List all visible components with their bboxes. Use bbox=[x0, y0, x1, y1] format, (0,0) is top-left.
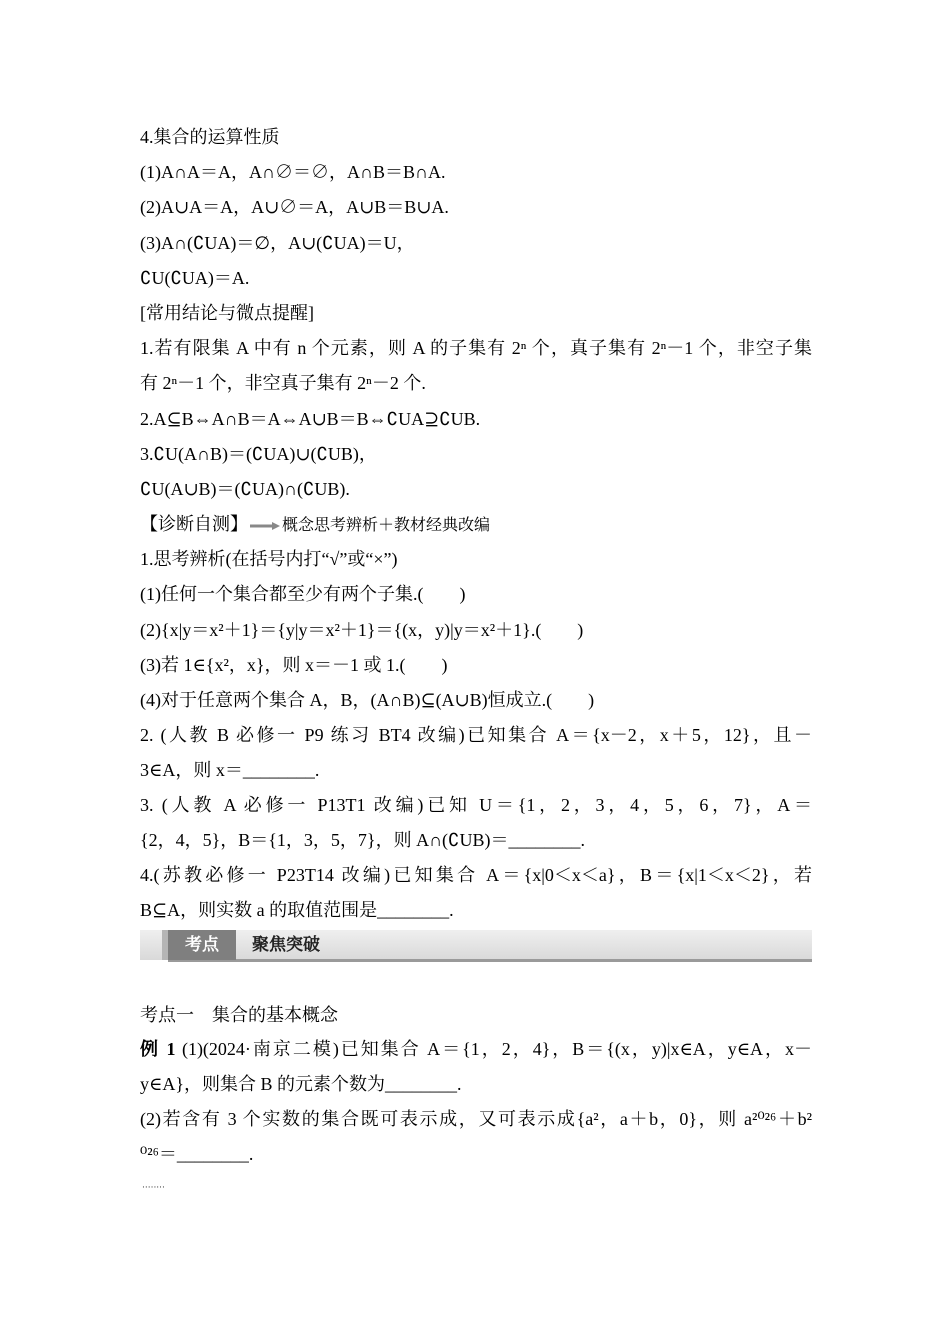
text-line: y∈A}，则集合 B 的元素个数为________. bbox=[140, 1074, 462, 1094]
text-line: 4.(苏教必修一 P23T14 改编)已知集合 A＝{x|0＜x＜a}，B＝{x|1＜x＜2}，若 bbox=[140, 865, 812, 885]
text-line: (4)对于任意两个集合 A，B，(A∩B)⊆(A∪B)恒成立.( ) bbox=[140, 690, 595, 710]
text-line: 2. (人教 B 必修一 P9 练习 BT4 改编)已知集合 A＝{x－2，x＋5，12}，且－ bbox=[140, 725, 812, 745]
subsection-heading: [常用结论与微点提醒] bbox=[140, 303, 314, 323]
text-line: 1.若有限集 A 中有 n 个元素，则 A 的子集有 2ⁿ 个，真子集有 2ⁿ－1 个，非空子集 bbox=[140, 338, 812, 358]
text-line: {2，4，5}，B＝{1，3，5，7}，则 A∩(∁UB)＝________. bbox=[140, 830, 586, 850]
text-line: 3∈A，则 x＝________. bbox=[140, 760, 320, 780]
banner-title: 聚焦突破 bbox=[252, 935, 320, 955]
banner-background bbox=[140, 930, 812, 960]
text-line: (1)任何一个集合都至少有两个子集.( ) bbox=[140, 584, 466, 604]
arrow-right-icon bbox=[250, 521, 280, 531]
section-heading: 4.集合的运算性质 bbox=[140, 127, 280, 147]
text-line: (2)若含有 3 个实数的集合既可表示成，又可表示成{a²，a＋b，0}，则 a²⁰²⁶＋b² bbox=[140, 1109, 812, 1129]
text-line: 3. (人教 A 必修一 P13T1 改编)已知 U＝{1，2，3，4，5，6，7}，A＝ bbox=[140, 795, 812, 815]
example-text: (1)(2024·南京二模)已知集合 A＝{1，2，4}，B＝{(x，y)|x∈A，y∈A，x－ bbox=[175, 1039, 813, 1059]
text-line: (3)若 1∈{x²，x}，则 x＝－1 或 1.( ) bbox=[140, 655, 448, 675]
diagnosis-heading bbox=[140, 511, 812, 537]
text-line: ⁰²⁶＝________. bbox=[140, 1144, 254, 1164]
text-line: 2.A⊆B⇔A∩B＝A⇔A∪B＝B⇔∁UA⊇∁UB. bbox=[140, 409, 481, 429]
text-line: (2)A∪A＝A，A∪∅＝A，A∪B＝B∪A. bbox=[140, 197, 449, 217]
topic-heading: 考点一 集合的基本概念 bbox=[140, 1005, 338, 1025]
text-line: 1.思考辨析(在括号内打“√”或“×”) bbox=[140, 549, 398, 569]
text-line: 有 2ⁿ－1 个，非空真子集有 2ⁿ－2 个. bbox=[140, 373, 426, 393]
diagnosis-subtitle: 概念思考辨析＋教材经典改编 bbox=[282, 515, 491, 534]
example-line bbox=[140, 1036, 812, 1062]
example-label: 例 1 bbox=[140, 1039, 176, 1059]
text-line: ∁U(∁UA)＝A. bbox=[140, 268, 250, 288]
text-line: (2){x|y＝x²＋1}＝{y|y＝x²＋1}＝{(x，y)|y＝x²＋1}.( ) bbox=[140, 620, 584, 640]
section-banner bbox=[140, 930, 812, 964]
text-line: (3)A∩(∁UA)＝∅，A∪(∁UA)＝U， bbox=[140, 233, 415, 253]
text-line: 3.∁U(A∩B)＝(∁UA)∪(∁UB)， bbox=[140, 444, 377, 464]
text-line: ∁U(A∪B)＝(∁UA)∩(∁UB). bbox=[140, 479, 350, 499]
banner-tab: 考点 bbox=[168, 930, 236, 960]
text-line: B⊆A，则实数 a 的取值范围是________. bbox=[140, 900, 454, 920]
diagnosis-label: 【诊断自测】 bbox=[140, 514, 248, 534]
footer-dots: ········ bbox=[142, 1183, 165, 1193]
text-line: (1)A∩A＝A，A∩∅＝∅，A∩B＝B∩A. bbox=[140, 162, 446, 182]
